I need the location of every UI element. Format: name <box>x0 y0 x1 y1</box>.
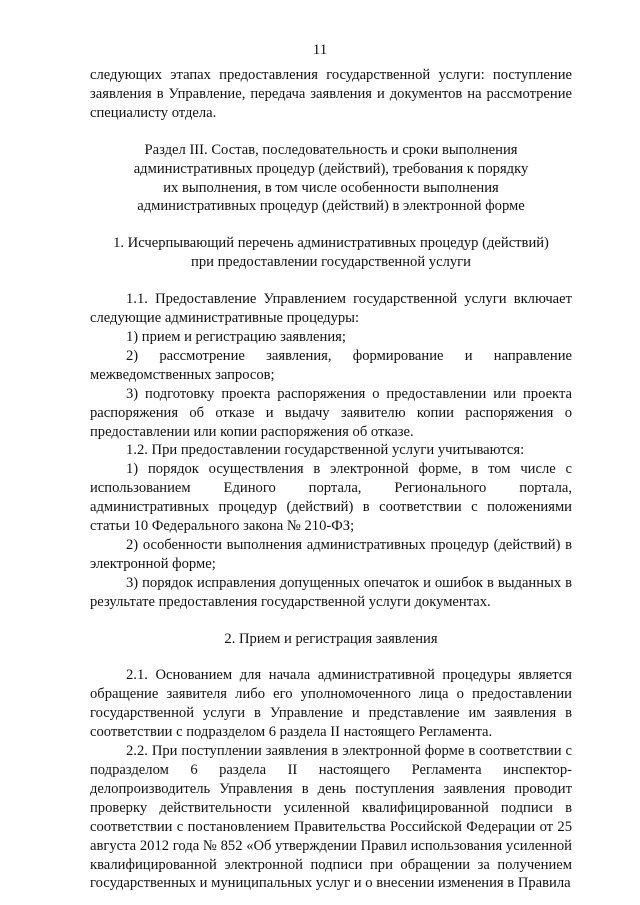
list-item: 2) рассмотрение заявления, формирование и направление межведомственных запросов; <box>90 347 572 383</box>
subsection-1-title <box>90 234 572 272</box>
section-title-line: их выполнения, в том числе особенности выполнения <box>163 179 499 196</box>
list-item: 1) прием и регистрацию заявления; <box>126 328 346 345</box>
paragraph-1-2: 1.2. При предоставлении государственной услуги учитываются: <box>126 442 525 459</box>
page-number: 11 <box>312 42 328 58</box>
section-title <box>90 141 572 217</box>
document-body <box>90 66 572 893</box>
intro-paragraph: следующих этапах предоставления государственной услуги: поступление заявления в Управление, передача заявления и документов на рассмотрение специалисту отдела. <box>90 67 572 121</box>
list-item: 3) порядок исправления допущенных опечаток и ошибок в выданных в результате предоставления государственной услуги документах. <box>90 574 572 610</box>
subsection-2-title: 2. Прием и регистрация заявления <box>224 630 438 647</box>
section-title-line: Раздел III. Состав, последовательность и сроки выполнения <box>144 141 518 158</box>
subsection-title-line: при предоставлении государственной услуги <box>191 254 471 271</box>
paragraph-2-2: 2.2. При поступлении заявления в электронной форме в соответствии с подразделом 6 раздела II настоящего Регламента инспектор-делопроизводитель Управления в день поступления заявления проводит проверку действительности усиленной квалифицированной подписи в соответствии с постановлением Правительства Российской Федерации от 25 августа 2012 года № 852 «Об утверждении Правил использования усиленной квалифицированной электронной подписи при обращении за получением государственных и муниципальных услуг и о внесении изменения в Правила <box>90 743 572 892</box>
paragraph-1-1: 1.1. Предоставление Управлением государственной услуги включает следующие административные процедуры: <box>90 291 572 327</box>
list-item: 3) подготовку проекта распоряжения о предоставлении или проекта распоряжения об отказе и выдачу заявителю копии распоряжения о предоставлении или копии распоряжения об отказе. <box>90 385 572 440</box>
section-title-line: административных процедур (действий), требования к порядку <box>133 160 529 177</box>
section-title-line: административных процедур (действий) в электронной форме <box>137 198 525 215</box>
paragraph-2-1: 2.1. Основанием для начала административной процедуры является обращение заявителя либо его уполномоченного лица о предоставлении государственной услуги в Управление и представление им заявления в соответствии с подразделом 6 раздела II настоящего Регламента. <box>90 667 572 741</box>
subsection-title-line: 1. Исчерпывающий перечень административных процедур (действий) <box>113 235 549 252</box>
list-item: 1) порядок осуществления в электронной форме, в том числе с использованием Единого портала, Регионального портала, административных процедур (действий) в соответствии с положениями статьи 10 Федерального закона № 210-ФЗ; <box>90 461 572 535</box>
list-item: 2) особенности выполнения административных процедур (действий) в электронной форме; <box>90 536 572 572</box>
